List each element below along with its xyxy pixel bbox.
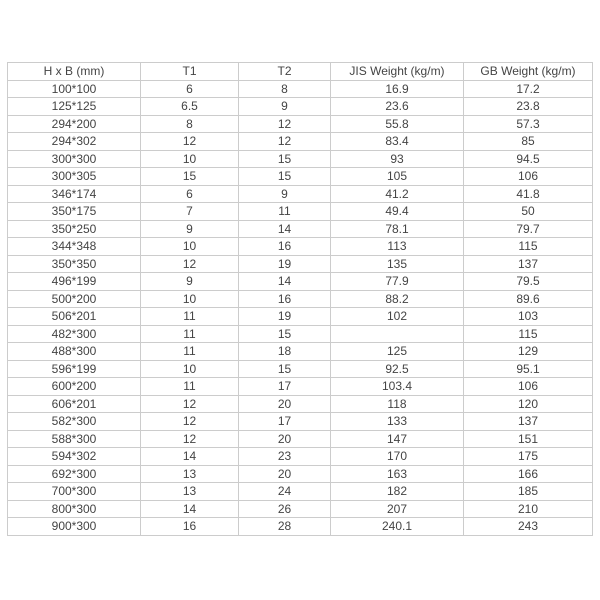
table-cell: 10: [141, 360, 239, 378]
table-row: [8, 430, 593, 448]
table-row: [8, 378, 593, 396]
table-cell: 93: [331, 150, 464, 168]
table-cell: 7: [141, 203, 239, 221]
table-cell: 12: [239, 133, 331, 151]
table-cell: 582*300: [8, 413, 141, 431]
table-row: [8, 500, 593, 518]
table-header-row: [8, 63, 593, 81]
table-row: [8, 115, 593, 133]
table-cell: 350*175: [8, 203, 141, 221]
table-cell: 78.1: [331, 220, 464, 238]
table-row: [8, 448, 593, 466]
table-cell: 20: [239, 465, 331, 483]
table-cell: 16: [141, 518, 239, 536]
table-cell: 18: [239, 343, 331, 361]
table-row: [8, 150, 593, 168]
table-row: [8, 290, 593, 308]
table-cell: 125: [331, 343, 464, 361]
table-cell: 129: [464, 343, 593, 361]
table-row: [8, 133, 593, 151]
table-cell: 95.1: [464, 360, 593, 378]
table-cell: 294*302: [8, 133, 141, 151]
table-cell: 135: [331, 255, 464, 273]
table-cell: 350*350: [8, 255, 141, 273]
table-cell: 11: [141, 378, 239, 396]
table-cell: 106: [464, 168, 593, 186]
table-cell: 482*300: [8, 325, 141, 343]
table-cell: 606*201: [8, 395, 141, 413]
table-row: [8, 325, 593, 343]
table-cell: 506*201: [8, 308, 141, 326]
table-cell: 8: [239, 80, 331, 98]
table-row: [8, 255, 593, 273]
table-cell: 692*300: [8, 465, 141, 483]
table-row: [8, 203, 593, 221]
table-cell: 137: [464, 255, 593, 273]
table-cell: 94.5: [464, 150, 593, 168]
table-cell: 55.8: [331, 115, 464, 133]
table-cell: 15: [239, 168, 331, 186]
table-cell: 100*100: [8, 80, 141, 98]
table-cell: 41.8: [464, 185, 593, 203]
table-cell: 240.1: [331, 518, 464, 536]
table-cell: 151: [464, 430, 593, 448]
table-cell: 77.9: [331, 273, 464, 291]
column-header-jis-weight: JIS Weight (kg/m): [331, 63, 464, 81]
table-cell: 182: [331, 483, 464, 501]
table-cell: 133: [331, 413, 464, 431]
table-cell: 19: [239, 255, 331, 273]
table-cell: 13: [141, 483, 239, 501]
table-row: [8, 238, 593, 256]
table-row: [8, 395, 593, 413]
table-cell: 210: [464, 500, 593, 518]
table-cell: 102: [331, 308, 464, 326]
table-cell: 13: [141, 465, 239, 483]
table-cell: 12: [141, 133, 239, 151]
table-cell: 14: [141, 448, 239, 466]
table-cell: 10: [141, 150, 239, 168]
table-cell: 500*200: [8, 290, 141, 308]
table-cell: 120: [464, 395, 593, 413]
table-cell: 83.4: [331, 133, 464, 151]
table-cell: 175: [464, 448, 593, 466]
table-cell: 12: [239, 115, 331, 133]
table-cell: 12: [141, 430, 239, 448]
table-cell: 6.5: [141, 98, 239, 116]
table-row: [8, 360, 593, 378]
table-cell: 10: [141, 238, 239, 256]
table-cell: 23: [239, 448, 331, 466]
column-header-t1: T1: [141, 63, 239, 81]
table-cell: 6: [141, 80, 239, 98]
table-row: [8, 220, 593, 238]
table-cell: 11: [141, 308, 239, 326]
table-cell: 50: [464, 203, 593, 221]
table-cell: 207: [331, 500, 464, 518]
table-cell: 496*199: [8, 273, 141, 291]
table-cell: 92.5: [331, 360, 464, 378]
table-cell: 700*300: [8, 483, 141, 501]
table-cell: 147: [331, 430, 464, 448]
table-cell: 346*174: [8, 185, 141, 203]
table-cell: 12: [141, 395, 239, 413]
table-cell: 15: [239, 150, 331, 168]
table-cell: 900*300: [8, 518, 141, 536]
table-cell: 185: [464, 483, 593, 501]
table-cell: 596*199: [8, 360, 141, 378]
table-cell: 9: [141, 220, 239, 238]
table-cell: 350*250: [8, 220, 141, 238]
table-cell: 243: [464, 518, 593, 536]
table-cell: 166: [464, 465, 593, 483]
table-row: [8, 98, 593, 116]
table-cell: 23.6: [331, 98, 464, 116]
table-cell: 41.2: [331, 185, 464, 203]
table-row: [8, 518, 593, 536]
table-cell: 11: [239, 203, 331, 221]
table-cell: 115: [464, 325, 593, 343]
table-row: [8, 465, 593, 483]
column-header-gb-weight: GB Weight (kg/m): [464, 63, 593, 81]
table-cell: 115: [464, 238, 593, 256]
table-cell: 14: [141, 500, 239, 518]
table-cell: 137: [464, 413, 593, 431]
table-cell: 14: [239, 220, 331, 238]
table-cell: 12: [141, 413, 239, 431]
table-cell: 103.4: [331, 378, 464, 396]
table-cell: 24: [239, 483, 331, 501]
table-row: [8, 483, 593, 501]
table-cell: 11: [141, 325, 239, 343]
table-cell: 26: [239, 500, 331, 518]
column-header-hxb: H x B (mm): [8, 63, 141, 81]
table-cell: 344*348: [8, 238, 141, 256]
table-cell: 14: [239, 273, 331, 291]
table-cell: 588*300: [8, 430, 141, 448]
column-header-t2: T2: [239, 63, 331, 81]
table-cell: 15: [239, 360, 331, 378]
table-cell: 113: [331, 238, 464, 256]
table-cell: 17: [239, 413, 331, 431]
table-cell: 16.9: [331, 80, 464, 98]
table-cell: 118: [331, 395, 464, 413]
table-row: [8, 308, 593, 326]
table-cell: 300*300: [8, 150, 141, 168]
table-cell: 16: [239, 290, 331, 308]
table-cell: 85: [464, 133, 593, 151]
table-cell: 12: [141, 255, 239, 273]
table-cell: 17.2: [464, 80, 593, 98]
table-body: [8, 80, 593, 535]
table-cell: 15: [239, 325, 331, 343]
table-cell: 88.2: [331, 290, 464, 308]
table-cell: 106: [464, 378, 593, 396]
table-cell: 79.7: [464, 220, 593, 238]
table-cell: 9: [141, 273, 239, 291]
table-cell: 300*305: [8, 168, 141, 186]
table-row: [8, 80, 593, 98]
table-cell: 594*302: [8, 448, 141, 466]
table-cell: 20: [239, 395, 331, 413]
table-cell: 800*300: [8, 500, 141, 518]
table-cell: 8: [141, 115, 239, 133]
table-cell: 57.3: [464, 115, 593, 133]
table-cell: 170: [331, 448, 464, 466]
table-row: [8, 413, 593, 431]
table-cell: 20: [239, 430, 331, 448]
table-row: [8, 343, 593, 361]
table-cell: 103: [464, 308, 593, 326]
table-cell: 600*200: [8, 378, 141, 396]
table-row: [8, 168, 593, 186]
table-row: [8, 185, 593, 203]
table-cell: 15: [141, 168, 239, 186]
table-cell: 89.6: [464, 290, 593, 308]
table-cell: 16: [239, 238, 331, 256]
table-cell: 79.5: [464, 273, 593, 291]
steel-beam-spec-table: [7, 62, 593, 536]
table-cell: 10: [141, 290, 239, 308]
table-cell: 125*125: [8, 98, 141, 116]
table-cell: 9: [239, 185, 331, 203]
table-row: [8, 273, 593, 291]
table-cell: [331, 325, 464, 343]
table-cell: 11: [141, 343, 239, 361]
table-cell: 17: [239, 378, 331, 396]
table-cell: 105: [331, 168, 464, 186]
table-cell: 6: [141, 185, 239, 203]
table-cell: 9: [239, 98, 331, 116]
table-cell: 49.4: [331, 203, 464, 221]
table-cell: 19: [239, 308, 331, 326]
table-cell: 23.8: [464, 98, 593, 116]
table-cell: 294*200: [8, 115, 141, 133]
table-cell: 488*300: [8, 343, 141, 361]
table-cell: 28: [239, 518, 331, 536]
table-cell: 163: [331, 465, 464, 483]
